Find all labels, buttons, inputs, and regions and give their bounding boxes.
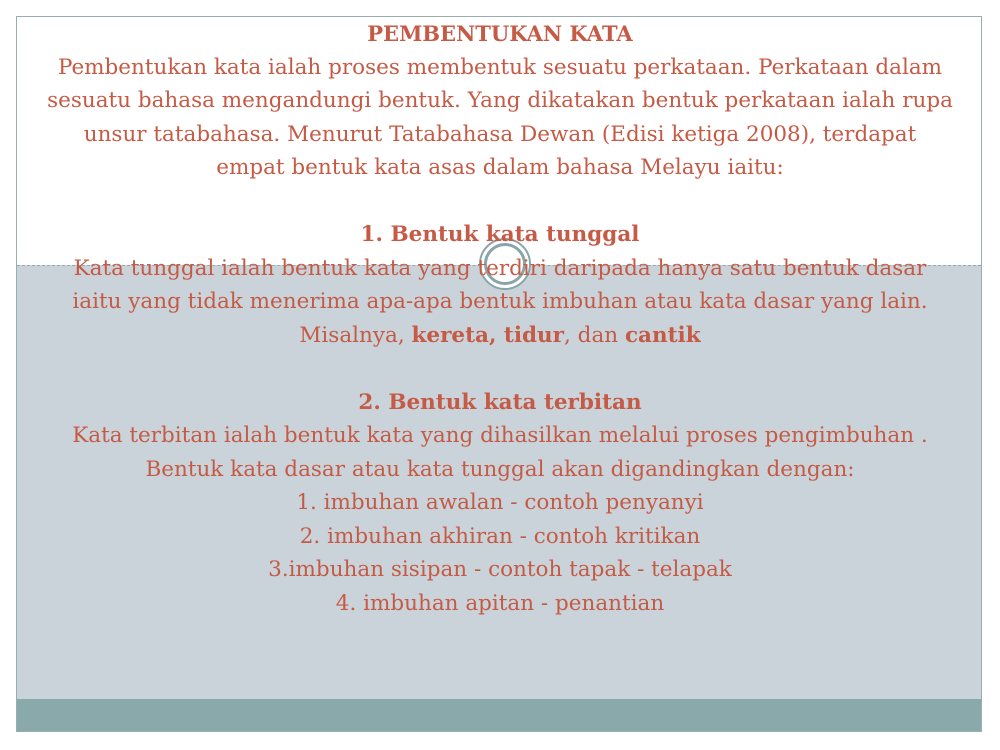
slide-frame <box>16 16 982 732</box>
section1-example-last: cantik <box>624 322 701 348</box>
spacer <box>47 185 953 219</box>
section1-paragraph <box>47 252 953 353</box>
section1-heading: 1. Bentuk kata tunggal <box>360 222 640 247</box>
section2-heading: 2. Bentuk kata terbitan <box>358 389 642 415</box>
section1-connector: , dan <box>564 322 625 348</box>
list-item: 4. imbuhan apitan - penantian <box>335 590 665 616</box>
slide-title: PEMBENTUKAN KATA <box>367 21 633 46</box>
section1-text: Kata tunggal ialah bentuk kata yang terdiri daripada hanya satu bentuk dasar iaitu yang tidak menerima apa-apa bentuk imbuhan atau kata dasar yang lain. Misalnya, <box>72 255 928 348</box>
intro-paragraph: Pembentukan kata ialah proses membentuk sesuatu perkataan. Perkataan dalam sesuatu bahasa mengandungi bentuk. Yang dikatakan bentuk perkataan ialah rupa unsur tatabahasa. Menurut Tatabahasa Dewan (Edisi ketiga 2008), terdapat empat bentuk kata asas dalam bahasa Melayu iaitu: <box>47 54 953 180</box>
slide-body <box>47 17 953 620</box>
list-item: 1. imbuhan awalan - contoh penyanyi <box>296 490 704 515</box>
footer-band <box>17 699 981 732</box>
list-item: 3.imbuhan sisipan - contoh tapak - telapak <box>268 557 732 582</box>
section1-examples: kereta, tidur <box>411 322 565 348</box>
section2-paragraph: Kata terbitan ialah bentuk kata yang dihasilkan melalui proses pengimbuhan . Bentuk kata dasar atau kata tunggal akan digandingkan dengan: <box>72 423 928 482</box>
spacer <box>47 352 953 386</box>
list-item: 2. imbuhan akhiran - contoh kritikan <box>299 523 701 549</box>
